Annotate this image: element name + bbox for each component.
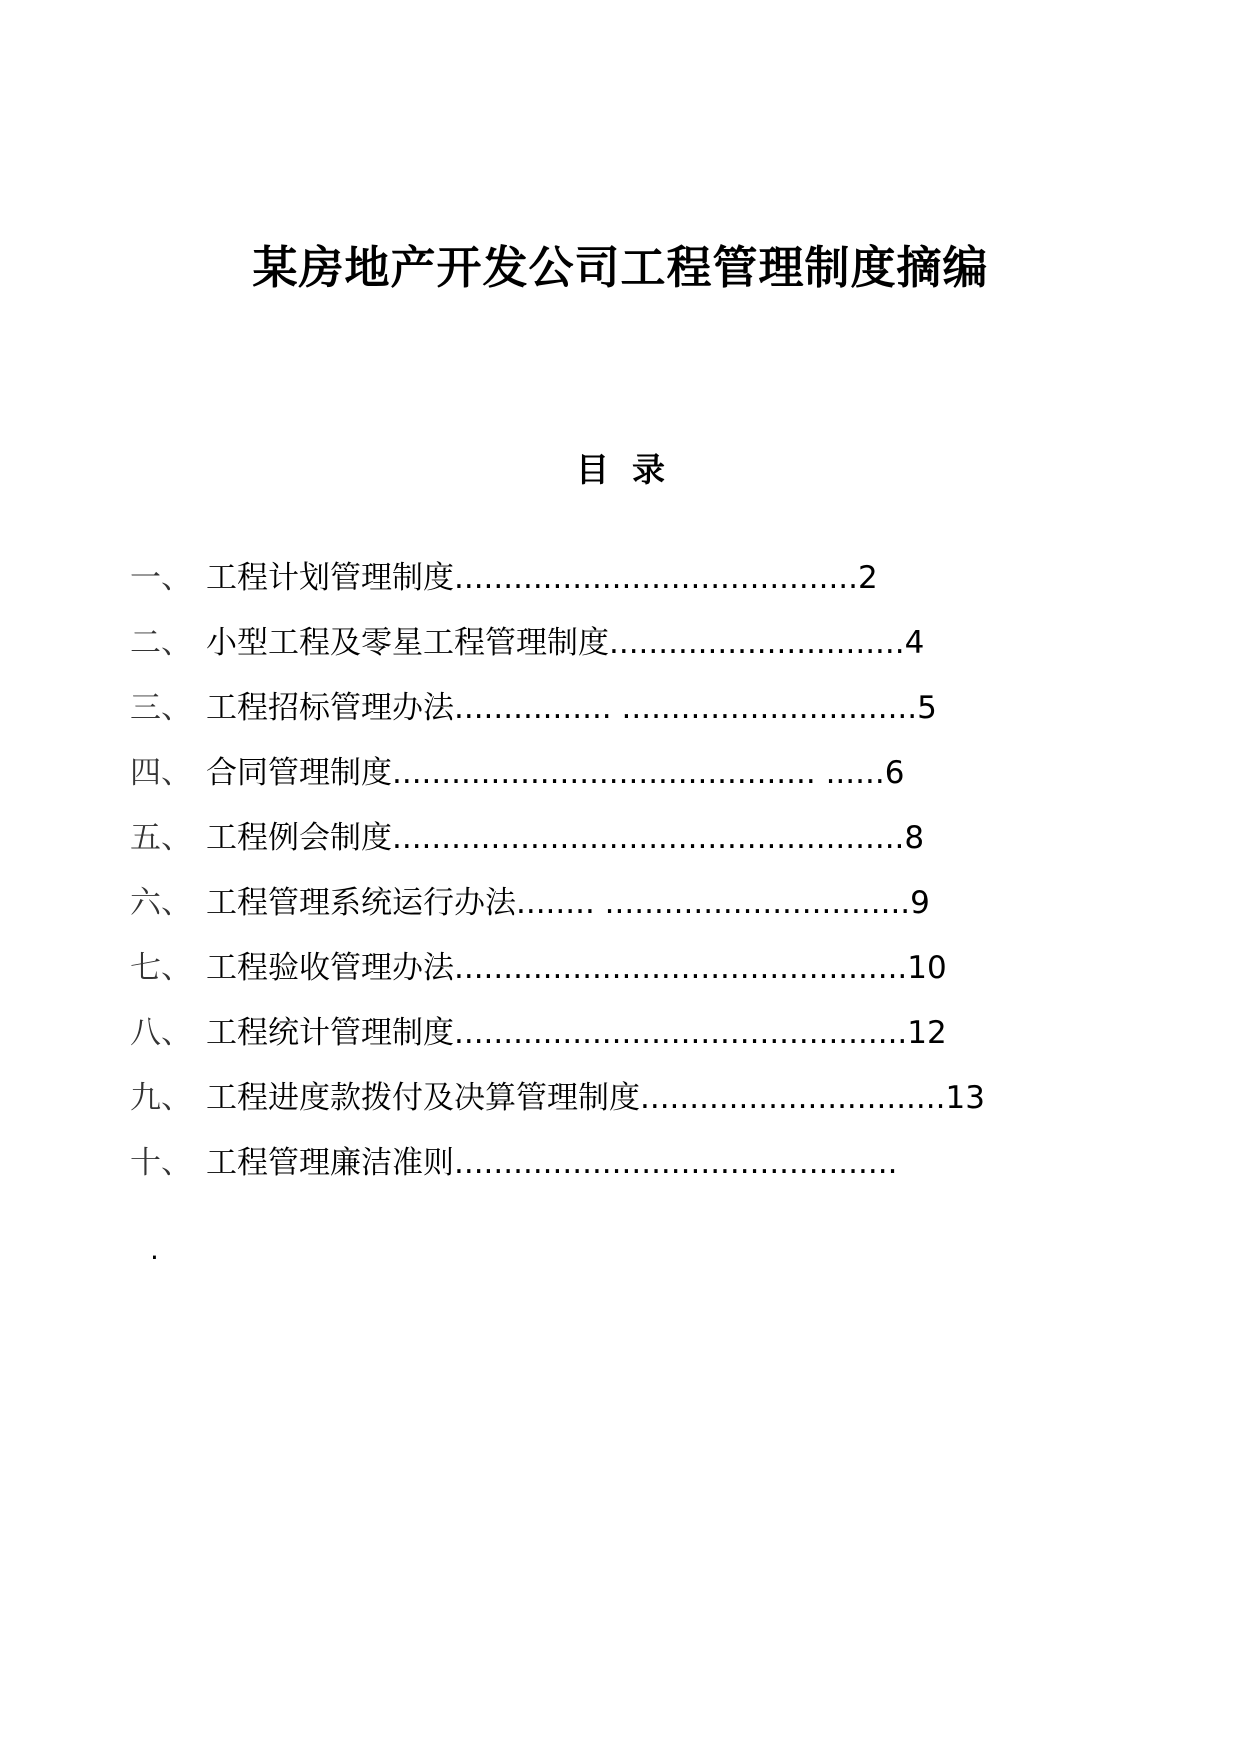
- toc-entry[interactable]: [130, 545, 1130, 610]
- toc-entry[interactable]: [130, 1065, 1130, 1130]
- toc-entry-number: 二、: [130, 624, 192, 661]
- toc-entry-page: 9: [910, 884, 930, 921]
- toc-entry-number: 三、: [130, 689, 192, 726]
- toc-entry-page: 10: [907, 949, 947, 986]
- toc-entry-leader: .........................................: [454, 559, 859, 596]
- document-title: 某房地产开发公司工程管理制度摘编: [252, 241, 989, 294]
- toc-heading: 目 录: [576, 450, 665, 489]
- toc-entry[interactable]: [130, 740, 1130, 805]
- toc-entry[interactable]: [130, 675, 1130, 740]
- toc-entry-leader: ..............................................: [454, 1014, 908, 1051]
- toc-entry-title: 小型工程及零星工程管理制度: [206, 624, 609, 661]
- toc-entry[interactable]: [130, 935, 1130, 1000]
- toc-entry-title: 工程统计管理制度: [206, 1014, 454, 1051]
- toc-entry-leader: ..............................: [609, 624, 905, 661]
- toc-entry-page: 5: [917, 689, 937, 726]
- toc-entry[interactable]: [130, 870, 1130, 935]
- toc-entry-leader: ....................................................: [392, 819, 905, 856]
- toc-entry-page: 2: [858, 559, 878, 596]
- stray-dot: .: [150, 1233, 159, 1266]
- toc-entry-number: 一、: [130, 559, 192, 596]
- toc-entry[interactable]: [130, 1000, 1130, 1065]
- toc-entry-page: 12: [907, 1014, 947, 1051]
- toc-entry-number: 九、: [130, 1079, 192, 1116]
- toc-entry[interactable]: [130, 1130, 1130, 1195]
- toc-entry-leader: ..............................................: [454, 949, 908, 986]
- toc-entry-title: 工程进度款拨付及决算管理制度: [206, 1079, 640, 1116]
- toc-entry-leader: ........ ...............................: [516, 884, 911, 921]
- toc-entry-page: 13: [945, 1079, 985, 1116]
- toc-entry-number: 十、: [130, 1144, 192, 1181]
- toc-entry-page: 6: [884, 754, 905, 791]
- toc-entry-number: 五、: [130, 819, 192, 856]
- toc-entry-leader: ........................................... ......: [392, 754, 885, 791]
- table-of-contents: [130, 545, 1130, 1195]
- toc-entry-title: 工程验收管理办法: [206, 949, 454, 986]
- toc-entry-leader: ...............................: [640, 1079, 946, 1116]
- toc-entry-page: 4: [904, 624, 925, 661]
- toc-entry-number: 六、: [130, 884, 192, 921]
- toc-entry-page: 8: [904, 819, 925, 856]
- toc-entry-number: 七、: [130, 949, 192, 986]
- toc-entry-title: 工程管理系统运行办法: [206, 884, 516, 921]
- toc-entry-number: 八、: [130, 1014, 192, 1051]
- toc-entry-title: 工程计划管理制度: [206, 559, 454, 596]
- toc-entry[interactable]: [130, 805, 1130, 870]
- toc-entry[interactable]: [130, 610, 1130, 675]
- toc-entry-title: 工程管理廉洁准则: [206, 1144, 454, 1181]
- toc-entry-leader: ................ ..............................: [454, 689, 918, 726]
- toc-entry-leader: .............................................: [454, 1144, 898, 1181]
- toc-entry-title: 工程例会制度: [206, 819, 392, 856]
- toc-entry-title: 工程招标管理办法: [206, 689, 454, 726]
- toc-entry-number: 四、: [130, 754, 192, 791]
- toc-entry-title: 合同管理制度: [206, 754, 392, 791]
